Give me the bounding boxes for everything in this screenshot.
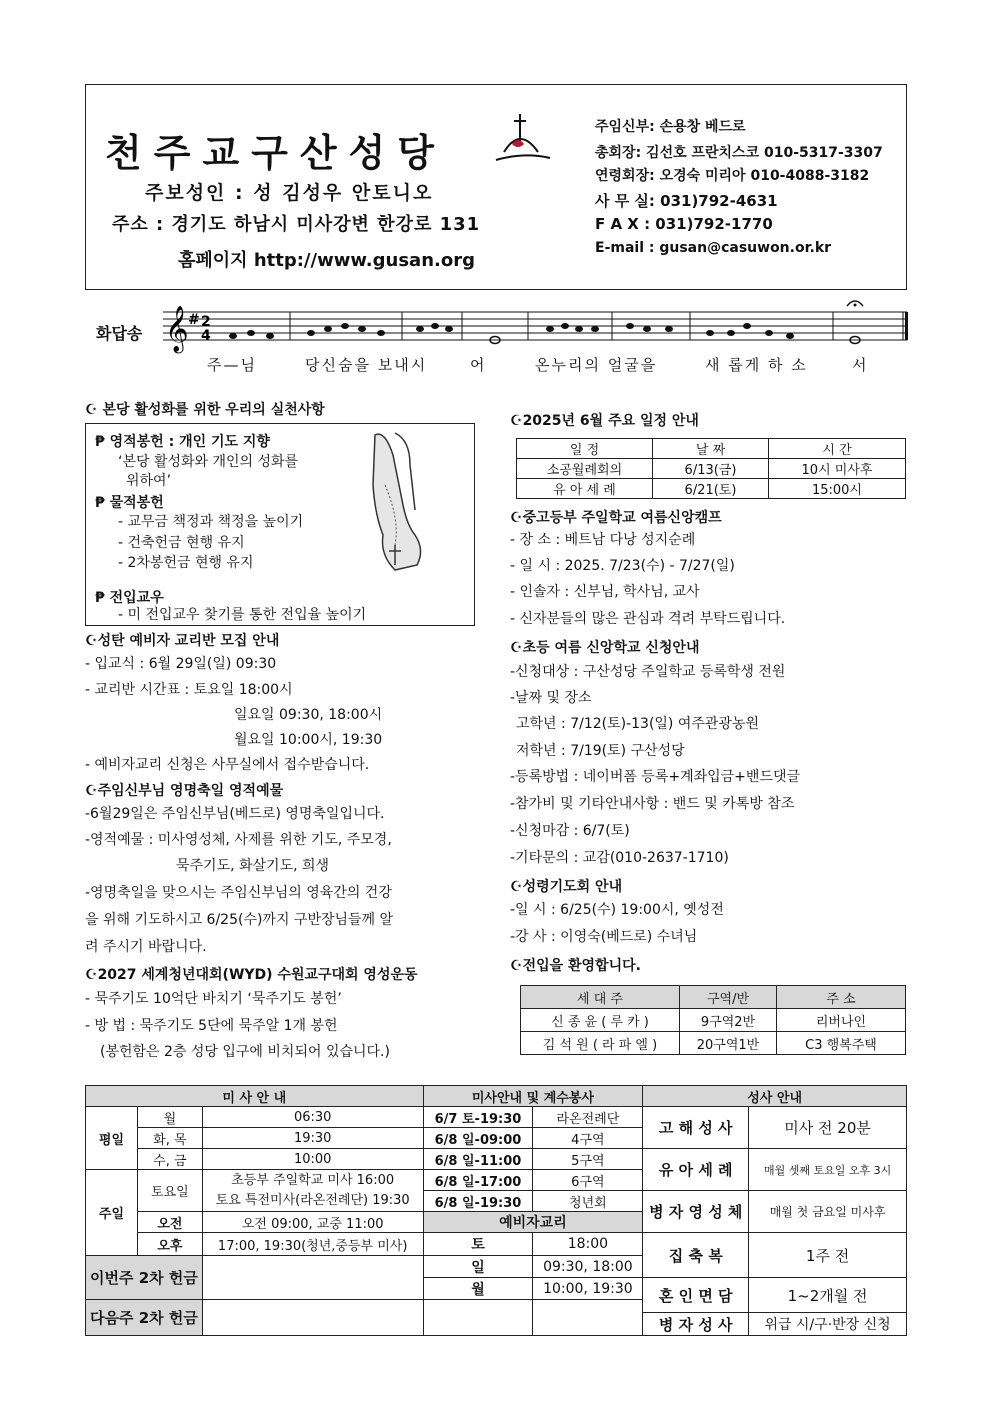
table-cell: 15:00시 <box>769 479 906 499</box>
prayer-line-2: -강 사 : 이영숙(베드로) 수녀님 <box>510 929 698 945</box>
bullet-icon: ☪ <box>85 967 98 983</box>
mass-time: 10:00 <box>202 1149 423 1170</box>
wyd-title: ☪2027 세계청년대회(WYD) 수원교구대회 영성운동 <box>85 967 418 983</box>
empty-cell <box>423 1300 533 1336</box>
svg-text:4: 4 <box>201 328 211 344</box>
mass-time: 06:30 <box>202 1107 423 1128</box>
peso-icon: ₱ <box>95 590 110 606</box>
saturday-mass-2: 토요 특전미사(라온전례단) 19:30 <box>215 1192 410 1208</box>
material-offering-title: ₱ 물적봉헌 <box>95 495 164 511</box>
praying-hands-icon <box>355 425 440 575</box>
welcome-title: ☪전입을 환영합니다. <box>510 958 641 974</box>
mass-day: 월 <box>137 1107 202 1128</box>
bullet-icon: ☪ <box>85 783 98 799</box>
saturday-mass-1: 초등부 주일학교 미사 16:00 <box>231 1172 395 1188</box>
prayer-title: ☪성령기도회 안내 <box>510 879 623 895</box>
service-date: 6/8 일-17:00 <box>423 1170 533 1191</box>
psalm-music-staff <box>85 296 910 356</box>
practice-title: ☪ 본당 활성화를 위한 우리의 실천사항 <box>85 402 325 418</box>
bullet-icon: ☪ <box>510 510 523 526</box>
catechumen-time: 18:00 <box>533 1233 643 1256</box>
summer-line-1: -신청대상 : 구산성당 주일학교 등록학생 전원 <box>510 664 786 680</box>
feast-line-3: 묵주기도, 화살기도, 희생 <box>176 858 330 874</box>
catechumen-time: 10:00, 19:30 <box>533 1278 643 1300</box>
catechumen-title: 예비자교리 <box>423 1212 643 1233</box>
feast-line-1: -6월29일은 주임신부님(베드로) 영명축일입니다. <box>85 806 385 822</box>
catechumen-day: 토 <box>423 1233 533 1256</box>
lyric-1: 주—님 <box>207 356 257 374</box>
bullet-icon: ☪ <box>510 413 523 429</box>
table-cell: C3 행복주택 <box>777 1032 906 1055</box>
service-date: 6/7 토-19:30 <box>423 1107 533 1128</box>
wyd-line-3: (봉헌함은 2층 성당 입구에 비치되어 있습니다.) <box>100 1044 390 1060</box>
table-header: 구역/반 <box>680 986 777 1009</box>
service-date: 6/8 일-19:30 <box>423 1191 533 1212</box>
wyd-line-1: - 묵주기도 10억단 바치기 ‘묵주기도 봉헌’ <box>85 991 342 1007</box>
prayer-line-1: -일 시 : 6/25(수) 19:00시, 옛성전 <box>510 902 724 918</box>
confession-label: 고 해 성 사 <box>643 1107 749 1149</box>
anointing-label: 병 자 성 사 <box>643 1313 749 1336</box>
evangelize-title: ₱ 전입교우 <box>95 590 164 606</box>
table-header: 시 간 <box>769 439 906 459</box>
table-row <box>521 1009 906 1032</box>
service-group: 4구역 <box>533 1128 643 1149</box>
table-cell: 6/13(금) <box>653 459 769 479</box>
sunday-am-value: 오전 09:00, 교중 11:00 <box>202 1212 423 1233</box>
patron-saint: 주보성인 : 성 김성우 안토니오 <box>145 182 434 204</box>
address: 주소 : 경기도 하남시 미사강변 한강로 131 <box>112 214 481 235</box>
collection-this-label: 이번주 2차 헌금 <box>86 1256 203 1300</box>
evangelize-line: - 미 전입교우 찾기를 통한 전입율 높이기 <box>118 607 367 623</box>
table-header-row <box>517 439 906 459</box>
church-logo-icon <box>494 112 554 172</box>
homepage-link[interactable]: 홈페이지 http://www.gusan.org <box>178 250 475 271</box>
wyd-line-2: - 방 법 : 묵주기도 5단에 묵주알 1개 봉헌 <box>85 1018 338 1034</box>
mass-title: 미 사 안 내 <box>86 1086 424 1107</box>
service-group: 6구역 <box>533 1170 643 1191</box>
service-title: 미사안내 및 계수봉사 <box>423 1086 643 1107</box>
contact-fax: F A X : 031)792-1770 <box>595 215 773 233</box>
service-group: 청년회 <box>533 1191 643 1212</box>
summer-school-title: ☪초등 여름 신앙학교 신청안내 <box>510 640 700 656</box>
summer-line-8: -기타문의 : 교감(010-2637-1710) <box>510 850 729 866</box>
collection-next-label: 다음주 2차 헌금 <box>86 1300 203 1336</box>
catechumen-day: 일 <box>423 1256 533 1278</box>
schedule-table <box>516 438 906 499</box>
summer-line-4: 저학년 : 7/19(토) 구산성당 <box>516 743 685 759</box>
sunday-am-label: 오전 <box>137 1212 202 1233</box>
bullet-icon: ☪ <box>510 958 523 974</box>
service-date: 6/8 일-09:00 <box>423 1128 533 1149</box>
house-blessing-label: 집 축 복 <box>643 1233 749 1278</box>
svg-text:𝄞: 𝄞 <box>165 306 189 352</box>
summer-line-7: -신청마감 : 6/7(토) <box>510 823 630 839</box>
contact-funeral: 연령회장: 오경숙 미리아 010-4088-3182 <box>595 168 870 184</box>
infant-baptism-label: 유 아 세 례 <box>643 1149 749 1191</box>
sunday-pm-value: 17:00, 19:30(청년,중등부 미사) <box>202 1233 423 1256</box>
confession-value: 미사 전 20분 <box>749 1107 907 1149</box>
spiritual-line-1: ‘본당 활성화와 개인의 성화를 <box>118 454 299 470</box>
schedule-title: ☪2025년 6월 주요 일정 안내 <box>510 413 699 429</box>
lyric-2: 당신숨을 보내시 <box>305 356 428 374</box>
table-cell: 김 석 원 ( 라 파 엘 ) <box>521 1032 680 1055</box>
table-row <box>517 459 906 479</box>
catechism-line-4: 월요일 10:00시, 19:30 <box>234 732 383 748</box>
camp-line-2: - 일 시 : 2025. 7/23(수) - 7/27(일) <box>510 558 735 574</box>
material-line-2: - 건축헌금 현행 유지 <box>118 535 245 551</box>
contact-email[interactable]: E-mail : gusan@casuwon.or.kr <box>595 240 832 256</box>
bullet-icon: ☪ <box>510 640 523 656</box>
weekday-label: 평일 <box>86 1107 138 1170</box>
service-group: 라온전례단 <box>533 1107 643 1128</box>
infant-baptism-value: 매월 셋째 토요일 오후 3시 <box>749 1149 907 1191</box>
sunday-pm-label: 오후 <box>137 1233 202 1256</box>
material-line-1: - 교무금 책정과 책정을 높이기 <box>118 514 304 530</box>
service-date: 6/8 일-11:00 <box>423 1149 533 1170</box>
camp-line-1: - 장 소 : 베트남 다낭 성지순례 <box>510 532 696 548</box>
sick-communion-label: 병 자 영 성 체 <box>643 1191 749 1233</box>
lyric-6: 서 <box>852 356 869 374</box>
table-cell: 6/21(토) <box>653 479 769 499</box>
collection-this-value <box>202 1256 423 1300</box>
bullet-icon: ☪ <box>85 402 103 418</box>
spiritual-offering-title: ₱ 영적봉헌 : 개인 기도 지향 <box>95 434 270 450</box>
catechism-line-2: - 교리반 시간표 : 토요일 18:00시 <box>85 682 293 698</box>
bullet-icon: ☪ <box>85 633 98 649</box>
marriage-interview-value: 1~2개월 전 <box>749 1278 907 1313</box>
table-cell: 신 종 윤 ( 루 카 ) <box>521 1009 680 1032</box>
feast-line-5: 을 위해 기도하시고 6/25(수)까지 구반장님들께 알 <box>85 912 394 928</box>
catechism-line-3: 일요일 09:30, 18:00시 <box>234 707 383 723</box>
svg-text:#: # <box>188 312 200 328</box>
peso-icon: ₱ <box>95 495 110 511</box>
camp-line-4: - 신자분들의 많은 관심과 격려 부탁드립니다. <box>510 611 786 627</box>
mass-day: 화, 목 <box>137 1128 202 1149</box>
feast-title: ☪주임신부님 영명축일 영적예물 <box>85 783 284 799</box>
feast-line-6: 려 주시기 바랍니다. <box>85 939 207 955</box>
feast-line-2: -영적예물 : 미사영성체, 사제를 위한 기도, 주모경, <box>85 832 392 848</box>
summer-line-3: 고학년 : 7/12(토)-13(일) 여주관광농원 <box>516 716 759 732</box>
mass-day: 수, 금 <box>137 1149 202 1170</box>
catechumen-time: 09:30, 18:00 <box>533 1256 643 1278</box>
contact-office: 사 무 실: 031)792-4631 <box>595 192 778 210</box>
anointing-value: 위급 시/구·반장 신청 <box>749 1313 907 1336</box>
camp-title: ☪중고등부 주일학교 여름신앙캠프 <box>510 510 722 526</box>
summer-line-2: -날짜 및 장소 <box>510 690 592 706</box>
psalm-label: 화답송 <box>96 324 143 343</box>
mass-info-table <box>85 1085 907 1336</box>
house-blessing-value: 1주 전 <box>749 1233 907 1278</box>
table-header: 일 정 <box>517 439 653 459</box>
table-header-row <box>521 986 906 1009</box>
table-cell: 9구역2반 <box>680 1009 777 1032</box>
table-cell: 소공월례회의 <box>517 459 653 479</box>
sunday-label: 주일 <box>86 1170 138 1256</box>
spiritual-line-2: 위하여’ <box>126 473 172 489</box>
marriage-interview-label: 혼 인 면 담 <box>643 1278 749 1313</box>
welcome-table <box>520 985 906 1055</box>
table-cell: 20구역1반 <box>680 1032 777 1055</box>
svg-text:2: 2 <box>201 314 211 330</box>
bullet-icon: ☪ <box>510 879 523 895</box>
contact-president: 총회장: 김선호 프란치스코 010-5317-3307 <box>595 145 883 161</box>
table-cell: 유 아 세 례 <box>517 479 653 499</box>
camp-line-3: - 인솔자 : 신부님, 학사님, 교사 <box>510 584 700 600</box>
catechumen-day: 월 <box>423 1278 533 1300</box>
feast-line-4: -영명축일을 맞으시는 주임신부님의 영육간의 건강 <box>85 885 392 901</box>
summer-line-6: -참가비 및 기타안내사항 : 밴드 및 카톡방 참조 <box>510 796 795 812</box>
peso-icon: ₱ <box>95 434 110 450</box>
mass-time: 19:30 <box>202 1128 423 1149</box>
catechism-title: ☪성탄 예비자 교리반 모집 안내 <box>85 633 280 649</box>
lyric-5: 새 롭게 하 소 <box>705 356 808 374</box>
sick-communion-value: 매월 첫 금요일 미사후 <box>749 1191 907 1233</box>
material-line-3: - 2차봉헌금 현행 유지 <box>118 555 254 571</box>
lyric-4: 온누리의 얼굴을 <box>535 356 658 374</box>
table-cell: 리버나인 <box>777 1009 906 1032</box>
saturday-label: 토요일 <box>137 1170 202 1212</box>
catechism-line-1: - 입교식 : 6월 29일(일) 09:30 <box>85 656 277 672</box>
empty-cell <box>533 1300 643 1336</box>
table-header: 세 대 주 <box>521 986 680 1009</box>
service-group: 5구역 <box>533 1149 643 1170</box>
table-header: 주 소 <box>777 986 906 1009</box>
lyric-3: 어 <box>470 356 487 374</box>
contact-pastor: 주임신부: 손용창 베드로 <box>595 119 746 135</box>
summer-line-5: -등록방법 : 네이버폼 등록+계좌입금+밴드댓글 <box>510 769 801 785</box>
church-name: 천주교구산성당 <box>105 130 446 175</box>
table-cell: 10시 미사후 <box>769 459 906 479</box>
catechism-line-5: - 예비자교리 신청은 사무실에서 접수받습니다. <box>85 757 370 773</box>
table-row <box>517 479 906 499</box>
collection-next-value <box>202 1300 423 1336</box>
table-header: 날 짜 <box>653 439 769 459</box>
table-row <box>521 1032 906 1055</box>
sacraments-title: 성사 안내 <box>643 1086 907 1107</box>
